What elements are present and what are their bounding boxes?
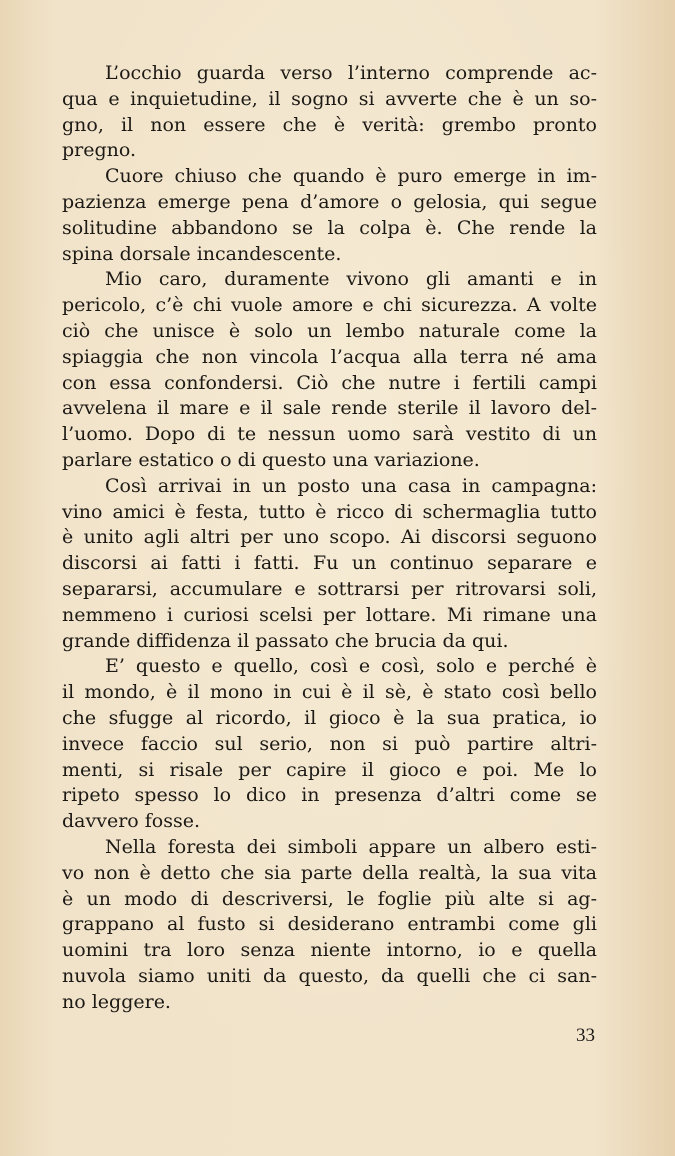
text-line: con essa confondersi. Ciò che nutre i fertili campi bbox=[62, 371, 597, 394]
paragraph-4 bbox=[62, 474, 597, 655]
text-line: L’occhio guarda verso l’interno comprende ac- bbox=[105, 62, 597, 84]
text-line: Nella foresta dei simboli appare un albero esti- bbox=[105, 835, 597, 858]
text-line: E’ questo e quello, così e così, solo e perché è bbox=[105, 655, 597, 678]
text-line: parlare estatico o di questo una variazione. bbox=[62, 448, 480, 471]
text-line: qua e inquietudine, il sogno si avverte che è un so- bbox=[62, 87, 597, 110]
text-line: grappano al fusto si desiderano entrambi come gli bbox=[62, 913, 597, 936]
text-line: ciò che unisce è solo un lembo naturale come la bbox=[62, 319, 597, 342]
paragraph-2 bbox=[62, 164, 597, 267]
text-line: Mio caro, duramente vivono gli amanti e in bbox=[105, 268, 597, 291]
text-line: solitudine abbandono se la colpa è. Che rende la bbox=[62, 216, 597, 239]
text-line: separarsi, accumulare e sottrarsi per ritrovarsi soli, bbox=[62, 577, 597, 600]
text-line: è un modo di descriversi, le foglie più alte si ag- bbox=[62, 887, 597, 910]
text-line: pregno. bbox=[62, 139, 137, 162]
text-line: ripeto spesso lo dico in presenza d’altri come se bbox=[62, 784, 597, 807]
text-line: no leggere. bbox=[62, 990, 171, 1013]
text-line: vino amici è festa, tutto è ricco di schermaglia tutto bbox=[62, 500, 597, 523]
text-line: vo non è detto che sia parte della realtà, la sua vita bbox=[62, 861, 597, 884]
text-line: spiaggia che non vincola l’acqua alla terra né ama bbox=[62, 345, 597, 368]
text-line: Cuore chiuso che quando è puro emerge in im- bbox=[105, 165, 597, 188]
paragraph-6 bbox=[62, 835, 597, 1016]
page-number: 33 bbox=[576, 1025, 595, 1046]
paragraph-1 bbox=[62, 61, 597, 164]
text-line: pazienza emerge pena d’amore o gelosia, qui segue bbox=[62, 190, 597, 213]
body-text bbox=[62, 61, 597, 1015]
text-line: il mondo, è il mono in cui è il sè, è stato così bello bbox=[62, 681, 597, 704]
text-line: pericolo, c’è chi vuole amore e chi sicurezza. A volte bbox=[62, 294, 597, 317]
text-line: spina dorsale incandescente. bbox=[62, 242, 342, 265]
text-line: uomini tra loro senza niente intorno, io e quella bbox=[62, 939, 597, 962]
paragraph-5 bbox=[62, 654, 597, 835]
text-line: gno, il non essere che è verità: grembo pronto bbox=[62, 113, 597, 136]
paragraph-3 bbox=[62, 267, 597, 473]
text-line: discorsi ai fatti i fatti. Fu un continuo separare e bbox=[62, 552, 597, 575]
text-line: menti, si risale per capire il gioco e poi. Me lo bbox=[62, 758, 597, 781]
text-line: avvelena il mare e il sale rende sterile il lavoro del- bbox=[62, 397, 597, 420]
text-line: invece faccio sul serio, non si può partire altri- bbox=[62, 732, 597, 755]
text-line: grande diffidenza il passato che brucia da qui. bbox=[62, 629, 509, 652]
text-line: che sfugge al ricordo, il gioco è la sua pratica, io bbox=[62, 706, 597, 729]
text-line: è unito agli altri per uno scopo. Ai discorsi seguono bbox=[62, 526, 597, 549]
text-line: nemmeno i curiosi scelsi per lottare. Mi rimane una bbox=[62, 603, 597, 626]
text-line: l’uomo. Dopo di te nessun uomo sarà vestito di un bbox=[62, 423, 597, 446]
text-line: nuvola siamo uniti da questo, da quelli che ci san- bbox=[62, 964, 597, 987]
text-line: Così arrivai in un posto una casa in campagna: bbox=[105, 474, 597, 497]
text-line: davvero fosse. bbox=[62, 810, 201, 833]
